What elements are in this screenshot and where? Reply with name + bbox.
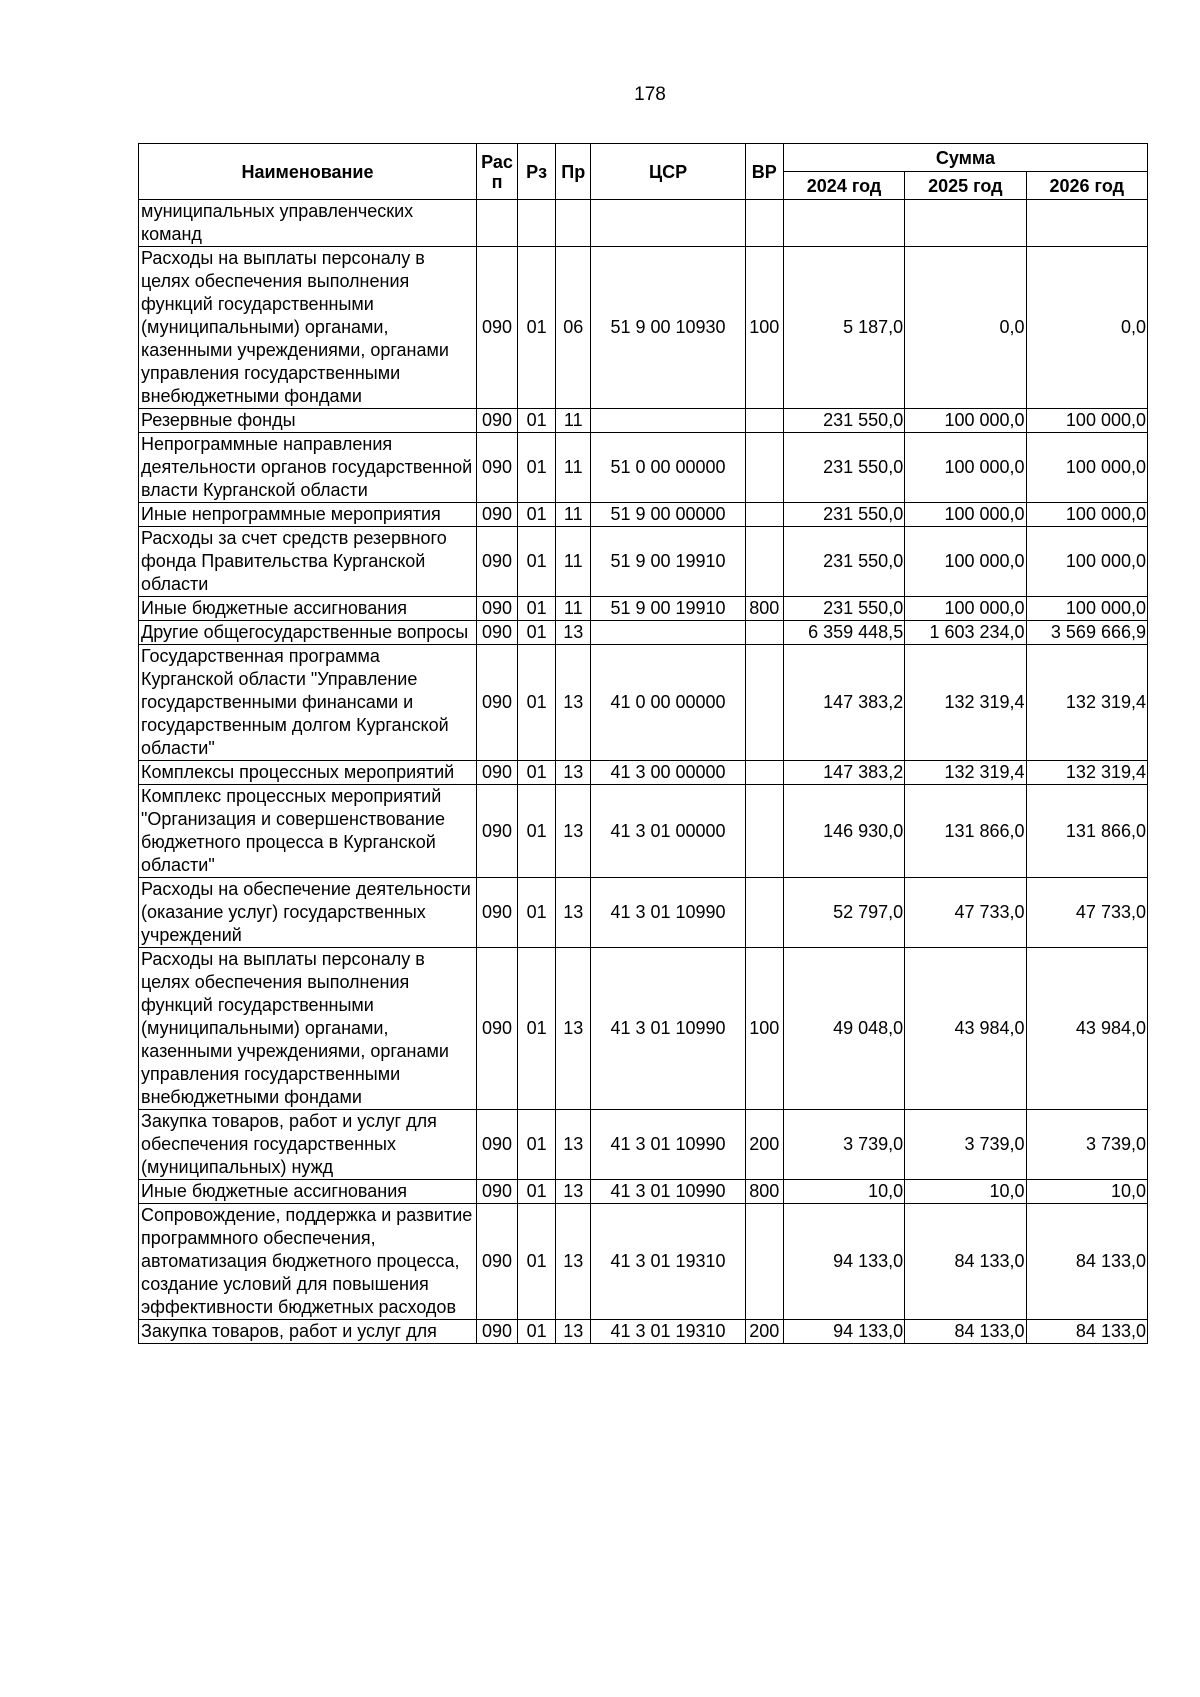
table-row [139,1320,1148,1344]
header-year-2025: 2025 год [905,172,1026,200]
row-rasp: 090 [476,433,517,503]
row-pr: 13 [556,1320,591,1344]
table-row [139,409,1148,433]
row-amount-2026: 100 000,0 [1026,597,1147,621]
row-rz: 01 [518,247,556,409]
row-name: Сопровождение, поддержка и развитие программного обеспечения, автоматизация бюджетного процесса, создание условий для повышения эффективности бюджетных расходов [139,1204,477,1320]
header-year-2024: 2024 год [783,172,904,200]
table-header [139,144,1148,200]
row-amount-2024: 3 739,0 [783,1110,904,1180]
header-vr: ВР [745,144,783,200]
row-csr [591,621,745,645]
row-vr: 800 [745,597,783,621]
row-csr: 51 9 00 00000 [591,503,745,527]
row-rz: 01 [518,1110,556,1180]
row-csr [591,409,745,433]
row-vr [745,1204,783,1320]
row-amount-2026: 100 000,0 [1026,503,1147,527]
row-rz: 01 [518,597,556,621]
row-amount-2025: 3 739,0 [905,1110,1026,1180]
table-row [139,597,1148,621]
row-amount-2025: 100 000,0 [905,597,1026,621]
row-rz: 01 [518,878,556,948]
row-rasp: 090 [476,1320,517,1344]
row-amount-2026: 0,0 [1026,247,1147,409]
row-vr [745,527,783,597]
row-name: Расходы на выплаты персоналу в целях обеспечения выполнения функций государственными (муниципальными) органами, казенными учреждениями, органами управления государственными внебюджетными фондами [139,247,477,409]
row-amount-2025: 100 000,0 [905,433,1026,503]
row-pr: 13 [556,878,591,948]
row-vr [745,645,783,761]
row-amount-2024: 49 048,0 [783,948,904,1110]
row-rz: 01 [518,645,556,761]
row-rasp: 090 [476,878,517,948]
row-amount-2024: 146 930,0 [783,785,904,878]
header-pr: Пр [556,144,591,200]
row-name: Другие общегосударственные вопросы [139,621,477,645]
table-row [139,200,1148,247]
row-amount-2025: 84 133,0 [905,1320,1026,1344]
table-row [139,948,1148,1110]
row-amount-2025: 47 733,0 [905,878,1026,948]
row-csr: 51 9 00 19910 [591,527,745,597]
row-rz: 01 [518,761,556,785]
table-body [139,200,1148,1344]
row-amount-2025: 132 319,4 [905,761,1026,785]
row-pr: 11 [556,503,591,527]
row-vr [745,409,783,433]
table-row [139,785,1148,878]
row-amount-2025: 1 603 234,0 [905,621,1026,645]
row-csr: 41 3 01 10990 [591,1110,745,1180]
row-pr: 13 [556,948,591,1110]
row-vr [745,621,783,645]
row-amount-2024: 231 550,0 [783,503,904,527]
table-row [139,433,1148,503]
row-amount-2026: 132 319,4 [1026,761,1147,785]
row-name: Закупка товаров, работ и услуг для [139,1320,477,1344]
row-rasp: 090 [476,597,517,621]
row-name: Иные бюджетные ассигнования [139,597,477,621]
row-rasp: 090 [476,409,517,433]
row-amount-2026: 84 133,0 [1026,1320,1147,1344]
row-amount-2025: 100 000,0 [905,503,1026,527]
row-csr: 41 3 01 19310 [591,1204,745,1320]
row-amount-2024: 94 133,0 [783,1204,904,1320]
row-rz [518,200,556,247]
row-vr [745,200,783,247]
row-amount-2024: 94 133,0 [783,1320,904,1344]
row-csr: 41 3 01 19310 [591,1320,745,1344]
table-row [139,878,1148,948]
row-rz: 01 [518,1320,556,1344]
row-name: Резервные фонды [139,409,477,433]
row-amount-2024: 6 359 448,5 [783,621,904,645]
table-row [139,503,1148,527]
row-csr: 51 9 00 10930 [591,247,745,409]
row-pr: 13 [556,1204,591,1320]
row-amount-2026: 100 000,0 [1026,409,1147,433]
row-csr: 51 9 00 19910 [591,597,745,621]
row-name: Расходы на обеспечение деятельности (оказание услуг) государственных учреждений [139,878,477,948]
row-vr [745,503,783,527]
header-sum: Сумма [783,144,1147,172]
row-rz: 01 [518,527,556,597]
row-pr: 13 [556,1180,591,1204]
row-amount-2025: 84 133,0 [905,1204,1026,1320]
row-vr: 200 [745,1110,783,1180]
row-rz: 01 [518,1204,556,1320]
row-amount-2024: 231 550,0 [783,433,904,503]
row-name: Комплекс процессных мероприятий "Организация и совершенствование бюджетного процесса в Курганской области" [139,785,477,878]
table-row [139,1204,1148,1320]
row-rasp: 090 [476,761,517,785]
row-amount-2026: 3 739,0 [1026,1110,1147,1180]
row-rz: 01 [518,1180,556,1204]
row-rz: 01 [518,621,556,645]
row-name: Расходы за счет средств резервного фонда Правительства Курганской области [139,527,477,597]
row-rasp: 090 [476,527,517,597]
table-row [139,1180,1148,1204]
table-row [139,621,1148,645]
row-amount-2025: 10,0 [905,1180,1026,1204]
row-rasp: 090 [476,948,517,1110]
table-row [139,527,1148,597]
row-pr: 13 [556,785,591,878]
row-rasp: 090 [476,1204,517,1320]
row-rasp: 090 [476,1180,517,1204]
row-csr: 41 0 00 00000 [591,645,745,761]
row-name: Государственная программа Курганской области "Управление государственными финансами и государственным долгом Курганской области" [139,645,477,761]
row-pr: 11 [556,409,591,433]
row-amount-2026: 84 133,0 [1026,1204,1147,1320]
row-name: Расходы на выплаты персоналу в целях обеспечения выполнения функций государственными (муниципальными) органами, казенными учреждениями, органами управления государственными внебюджетными фондами [139,948,477,1110]
row-pr: 13 [556,761,591,785]
row-amount-2025: 100 000,0 [905,527,1026,597]
row-amount-2024: 231 550,0 [783,409,904,433]
row-amount-2025: 131 866,0 [905,785,1026,878]
row-vr: 200 [745,1320,783,1344]
row-rasp: 090 [476,645,517,761]
row-rasp: 090 [476,247,517,409]
row-pr: 13 [556,645,591,761]
row-rz: 01 [518,409,556,433]
row-pr: 06 [556,247,591,409]
row-amount-2026: 43 984,0 [1026,948,1147,1110]
row-csr: 41 3 01 00000 [591,785,745,878]
row-amount-2024: 147 383,2 [783,645,904,761]
row-amount-2024 [783,200,904,247]
row-name: муниципальных управленческих команд [139,200,477,247]
row-amount-2024: 147 383,2 [783,761,904,785]
row-amount-2024: 5 187,0 [783,247,904,409]
row-name: Непрограммные направления деятельности органов государственной власти Курганской области [139,433,477,503]
row-rasp: 090 [476,785,517,878]
header-year-2026: 2026 год [1026,172,1147,200]
row-amount-2025: 100 000,0 [905,409,1026,433]
row-name: Иные бюджетные ассигнования [139,1180,477,1204]
row-csr: 51 0 00 00000 [591,433,745,503]
table-row [139,1110,1148,1180]
row-rasp: 090 [476,503,517,527]
row-name: Закупка товаров, работ и услуг для обеспечения государственных (муниципальных) нужд [139,1110,477,1180]
header-rz: Рз [518,144,556,200]
row-pr: 11 [556,433,591,503]
row-amount-2026 [1026,200,1147,247]
header-csr: ЦСР [591,144,745,200]
row-name: Комплексы процессных мероприятий [139,761,477,785]
row-rz: 01 [518,948,556,1110]
row-pr: 11 [556,527,591,597]
row-amount-2026: 10,0 [1026,1180,1147,1204]
header-name: Наименование [139,144,477,200]
header-rasp: Рас п [476,144,517,200]
row-csr: 41 3 01 10990 [591,1180,745,1204]
row-csr [591,200,745,247]
row-amount-2026: 131 866,0 [1026,785,1147,878]
table-row [139,645,1148,761]
row-rz: 01 [518,503,556,527]
budget-table [138,143,1148,1344]
row-vr: 100 [745,948,783,1110]
row-rasp: 090 [476,1110,517,1180]
row-amount-2026: 3 569 666,9 [1026,621,1147,645]
row-vr [745,878,783,948]
row-vr [745,433,783,503]
row-csr: 41 3 00 00000 [591,761,745,785]
row-amount-2024: 231 550,0 [783,597,904,621]
row-csr: 41 3 01 10990 [591,878,745,948]
row-vr: 800 [745,1180,783,1204]
row-pr: 13 [556,1110,591,1180]
row-amount-2025 [905,200,1026,247]
page-number: 178 [634,84,666,105]
row-amount-2026: 100 000,0 [1026,527,1147,597]
row-vr [745,761,783,785]
row-vr: 100 [745,247,783,409]
row-rz: 01 [518,785,556,878]
row-amount-2025: 132 319,4 [905,645,1026,761]
row-rz: 01 [518,433,556,503]
row-amount-2026: 47 733,0 [1026,878,1147,948]
row-amount-2024: 10,0 [783,1180,904,1204]
row-amount-2024: 52 797,0 [783,878,904,948]
table-row [139,761,1148,785]
row-pr: 13 [556,621,591,645]
row-rasp [476,200,517,247]
row-rasp: 090 [476,621,517,645]
row-amount-2025: 43 984,0 [905,948,1026,1110]
row-pr [556,200,591,247]
row-amount-2026: 132 319,4 [1026,645,1147,761]
row-amount-2025: 0,0 [905,247,1026,409]
row-amount-2026: 100 000,0 [1026,433,1147,503]
row-csr: 41 3 01 10990 [591,948,745,1110]
table-row [139,247,1148,409]
row-name: Иные непрограммные мероприятия [139,503,477,527]
row-pr: 11 [556,597,591,621]
row-amount-2024: 231 550,0 [783,527,904,597]
row-vr [745,785,783,878]
